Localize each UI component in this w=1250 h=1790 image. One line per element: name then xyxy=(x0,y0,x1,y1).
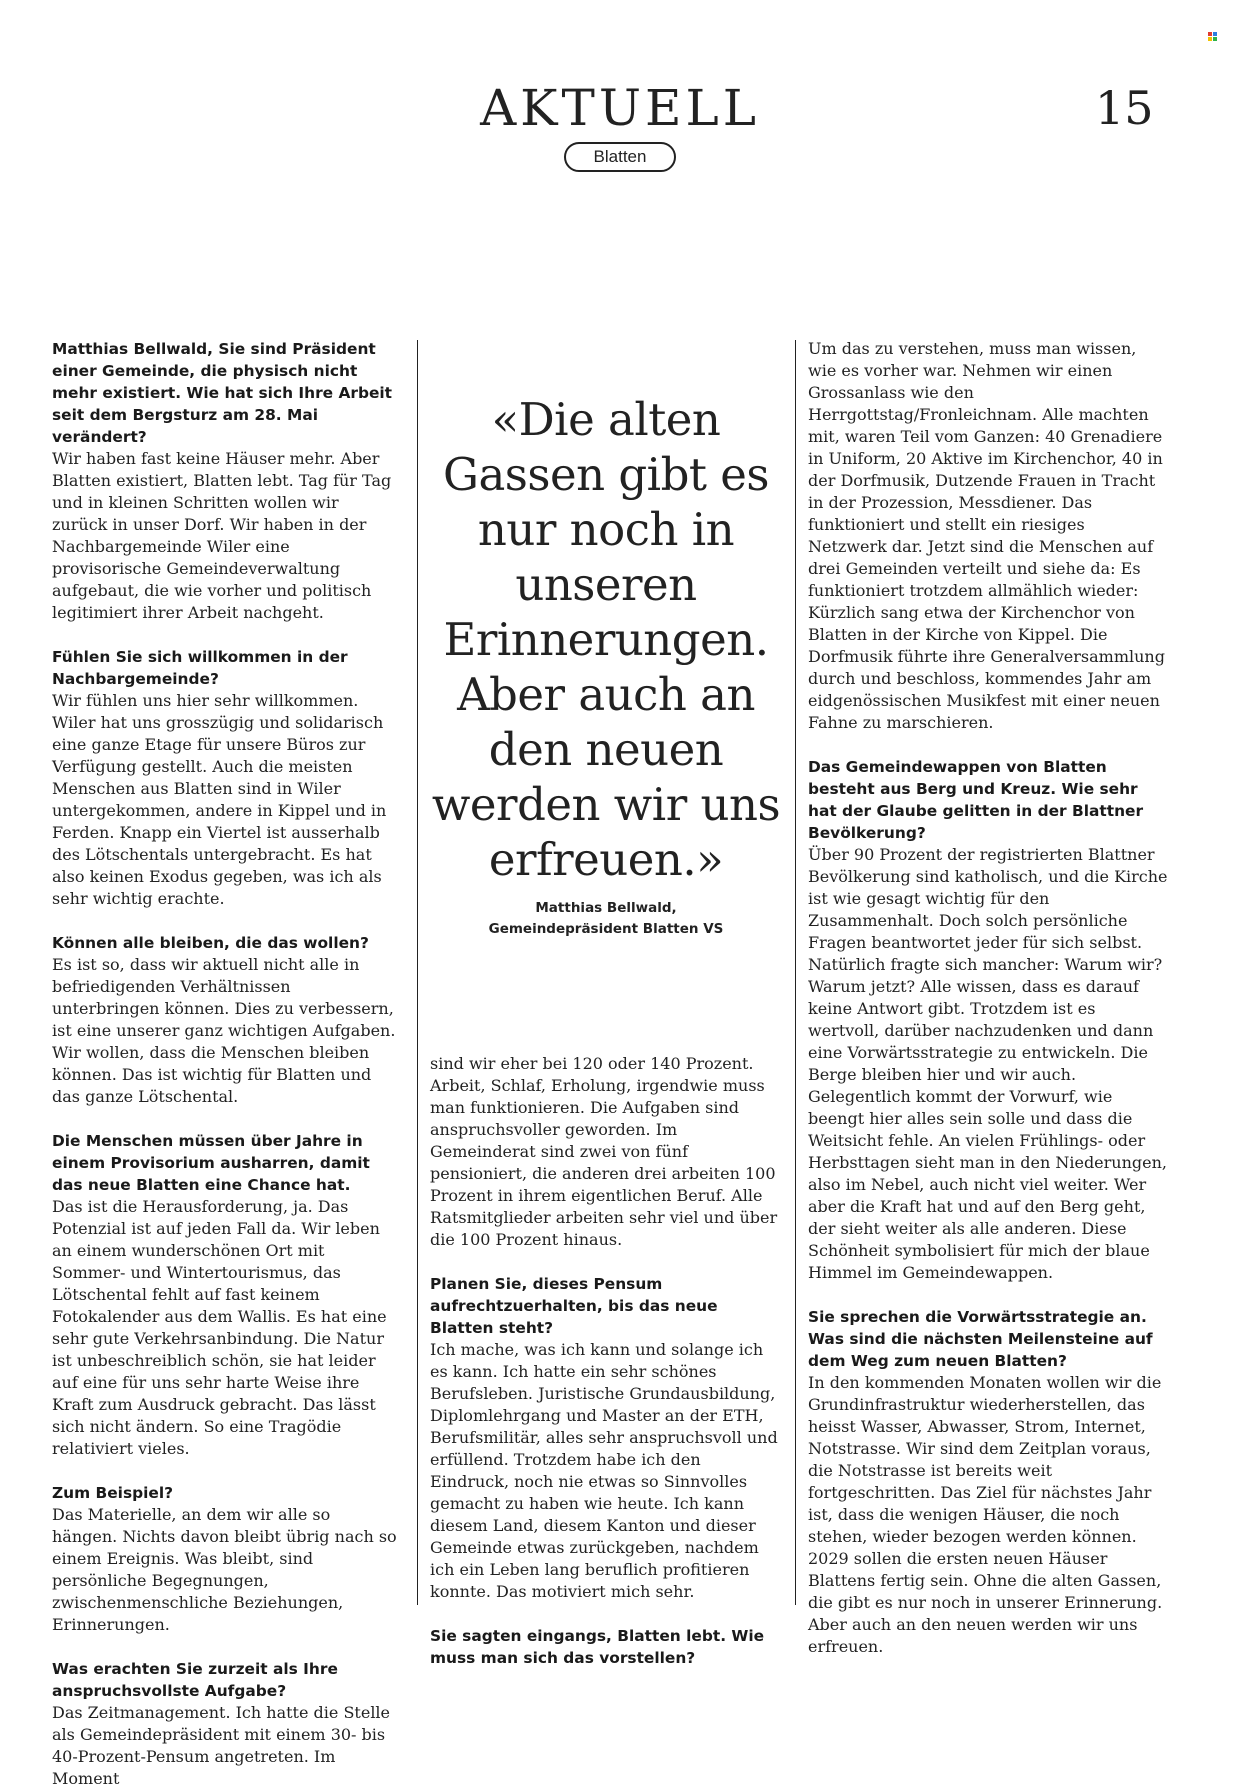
quote-author-name: Matthias Bellwald, xyxy=(535,900,677,916)
section-tag: Blatten xyxy=(564,142,677,172)
interview-answer: In den kommenden Monaten wollen wir die Grundinfrastruktur wiederherstellen, das heisst Wasser, Abwasser, Strom, Internet, Notstrasse. Wir sind dem Zeitplan voraus, die Notstrasse ist bereits weit fortgeschritten. Das Ziel für nächstes Jahr ist, dass die wenigen Häuser, die noch stehen, wieder bezogen werden können. 2029 sollen die ersten neuen Häuser Blattens fertig sein. Ohne die alten Gassen, die gibt es nur noch in unserer Erinnerung. Aber auch an den neuen werden wir uns erfreuen. xyxy=(808,1373,1163,1656)
interview-question: Was erachten Sie zurzeit als Ihre anspruchsvollste Aufgabe? xyxy=(52,1660,338,1700)
interview-question: Das Gemeindewappen von Blatten besteht aus Berg und Kreuz. Wie sehr hat der Glaube gelitten in der Blattner Bevölkerung? xyxy=(808,758,1144,842)
interview-question: Fühlen Sie sich willkommen in der Nachbargemeinde? xyxy=(52,648,348,688)
pull-quote: «Die alten Gassen gibt es nur noch in unseren Erinnerungen. Aber auch an den neuen werden wir uns erfreuen.» xyxy=(431,393,781,886)
interview-answer: Das Zeitmanagement. Ich hatte die Stelle als Gemeindepräsident mit einem 30- bis 40-Prozent-Pensum angetreten. Im Moment xyxy=(52,1703,391,1788)
section-title: AKTUELL xyxy=(480,79,760,137)
interview-question: Die Menschen müssen über Jahre in einem Provisorium ausharren, damit das neue Blatten eine Chance hat. xyxy=(52,1132,370,1194)
interview-answer: Ich mache, was ich kann und solange ich es kann. Ich hatte ein sehr schönes Berufsleben. Juristische Grundausbildung, Diplomlehrgang und Master an der ETH, Berufsmilitär, alles sehr anspruchsvoll und erfüllend. Trotzdem habe ich den Eindruck, noch nie etwas so Sinnvolles gemacht zu haben wie heute. Ich kann diesem Land, diesem Kanton und dieser Gemeinde etwas zurückgeben, nachdem ich ein Leben lang beruflich profitieren konnte. Das motiviert mich sehr. xyxy=(430,1340,778,1601)
interview-answer: Um das zu verstehen, muss man wissen, wie es vorher war. Nehmen wir einen Grossanlass wie den Herrgottstag/Fronleichnam. Alle machten mit, waren Teil vom Ganzen: 40 Grenadiere in Uniform, 20 Aktive im Kirchenchor, 40 in der Dorfmusik, Dutzende Frauen in Tracht in der Prozession, Messdiener. Das funktioniert und stellt ein riesiges Netzwerk dar. Jetzt sind die Menschen auf drei Gemeinden verteilt und siehe da: Es funktioniert trotzdem allmählich wieder: Kürzlich sang etwa der Kirchenchor von Blatten in der Kirche von Kippel. Die Dorfmusik führte ihre Generalversammlung durch und beschloss, kommendes Jahr am eidgenössischen Musikfest mit einer neuen Fahne zu marschieren. xyxy=(808,339,1165,732)
page-header xyxy=(470,80,770,172)
interview-answer: Es ist so, dass wir aktuell nicht alle in befriedigenden Verhältnissen unterbringen können. Dies zu verbessern, ist eine unserer ganz wichtigen Aufgaben. Wir wollen, dass die Menschen bleiben können. Das ist wichtig für Blatten und das ganze Lötschental. xyxy=(52,955,396,1106)
interview-answer: sind wir eher bei 120 oder 140 Prozent. Arbeit, Schlaf, Erholung, irgendwie muss man funktionieren. Die Aufgaben sind anspruchsvoller geworden. Im Gemeinderat sind zwei von fünf pensioniert, die anderen drei arbeiten 100 Prozent in ihrem eigentlichen Beruf. Alle Ratsmitglieder arbeiten sehr viel und über die 100 Prozent hinaus. xyxy=(430,1054,778,1249)
interview-question: Planen Sie, dieses Pensum aufrechtzuerhalten, bis das neue Blatten steht? xyxy=(430,1275,718,1337)
column-left xyxy=(52,338,397,1790)
interview-answer: Über 90 Prozent der registrierten Blattner Bevölkerung sind katholisch, und die Kirche ist wie gesagt wichtig für den Zusammenhalt. Doch solch persönliche Fragen beantwortet jeder für sich selbst. Natürlich fragte sich mancher: Warum wir? Warum jetzt? Alle wissen, dass es darauf keine Antwort gibt. Trotzdem ist es wertvoll, darüber nachzudenken und dann eine Vorwärtsstrategie zu entwickeln. Die Berge bleiben hier und wir auch. Gelegentlich kommt der Vorwurf, wie beengt hier alles sein solle und dass die Weitsicht fehle. An vielen Frühlings- oder Herbsttagen sieht man in den Niederungen, also im Nebel, auch nicht viel weiter. Wer aber die Kraft hat und auf den Berg geht, der sieht weiter als alle anderen. Diese Schönheit symbolisiert für mich der blaue Himmel im Gemeindewappen. xyxy=(808,845,1168,1282)
interview-question: Matthias Bellwald, Sie sind Präsident einer Gemeinde, die physisch nicht mehr existiert. Wie hat sich Ihre Arbeit seit dem Bergsturz am 28. Mai verändert? xyxy=(52,340,393,446)
registration-mark xyxy=(1208,32,1218,42)
quote-attribution xyxy=(430,898,782,940)
interview-answer: Wir fühlen uns hier sehr willkommen. Wiler hat uns grosszügig und solidarisch eine ganze Etage für unsere Büros zur Verfügung gestellt. Auch die meisten Menschen aus Blatten sind in Wiler untergekommen, andere in Kippel und in Ferden. Knapp ein Viertel ist ausserhalb des Lötschentals untergebracht. Es hat also keinen Exodus gegeben, was ich als sehr wichtig erachte. xyxy=(52,691,387,908)
column-divider xyxy=(417,340,418,1605)
column-right xyxy=(808,338,1168,1658)
interview-answer: Wir haben fast keine Häuser mehr. Aber Blatten existiert, Blatten lebt. Tag für Tag und in kleinen Schritten wollen wir zurück in unser Dorf. Wir haben in der Nachbargemeinde Wiler eine provisorische Gemeindeverwaltung aufgebaut, die wie vorher und politisch legitimiert ihrer Arbeit nachgeht. xyxy=(52,449,392,622)
quote-author-role: Gemeindepräsident Blatten VS xyxy=(488,921,724,937)
page-number: 15 xyxy=(1095,81,1154,135)
interview-question: Sie sagten eingangs, Blatten lebt. Wie muss man sich das vorstellen? xyxy=(430,1627,765,1667)
interview-question: Sie sprechen die Vorwärtsstrategie an. Was sind die nächsten Meilensteine auf dem Weg zum neuen Blatten? xyxy=(808,1308,1153,1370)
interview-question: Können alle bleiben, die das wollen? xyxy=(52,934,369,952)
column-middle xyxy=(430,1053,782,1669)
interview-answer: Das Materielle, an dem wir alle so hängen. Nichts davon bleibt übrig nach so einem Ereignis. Was bleibt, sind persönliche Begegnungen, zwischenmenschliche Beziehungen, Erinnerungen. xyxy=(52,1505,397,1634)
interview-answer: Das ist die Herausforderung, ja. Das Potenzial ist auf jeden Fall da. Wir leben an einem wunderschönen Ort mit Sommer- und Wintertourismus, das Lötschental fehlt auf fast keinem Fotokalender aus dem Wallis. Es hat eine sehr gute Verkehrsanbindung. Die Natur ist unbeschreiblich schön, sie hat leider auf eine für uns sehr harte Weise ihre Kraft zum Ausdruck gebracht. Das lässt sich nicht ändern. So eine Tragödie relativiert vieles. xyxy=(52,1197,387,1458)
interview-question: Zum Beispiel? xyxy=(52,1484,174,1502)
column-divider xyxy=(795,340,796,1605)
